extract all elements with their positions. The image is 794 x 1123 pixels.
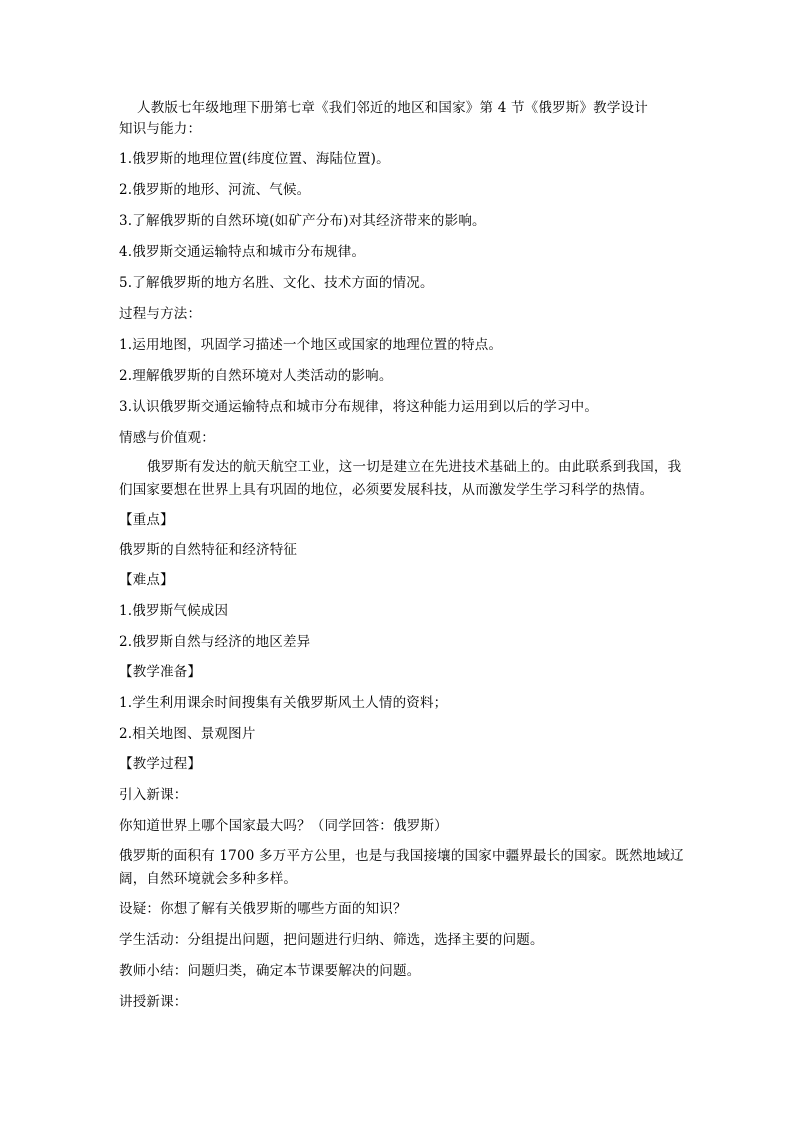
lecture-heading: 讲授新课： — [119, 994, 188, 1010]
knowledge-item-1: 1.俄罗斯的地理位置(纬度位置、海陆位置)。 — [119, 151, 390, 167]
difficulty-item-2: 2.俄罗斯自然与经济的地区差异 — [119, 634, 311, 650]
knowledge-item-3: 3.了解俄罗斯的自然环境(如矿产分布)对其经济带来的影响。 — [119, 213, 486, 229]
knowledge-item-5: 5.了解俄罗斯的地方名胜、文化、技术方面的情况。 — [119, 275, 434, 291]
values-heading: 情感与价值观： — [119, 430, 215, 446]
intro-question: 你知道世界上哪个国家最大吗？（同学回答：俄罗斯） — [119, 818, 448, 834]
teacher-summary: 教师小结：问题归类，确定本节课要解决的问题。 — [119, 963, 421, 979]
intro-heading: 引入新课： — [119, 787, 188, 803]
process2-heading: 【教学过程】 — [119, 756, 202, 772]
process-item-1: 1.运用地图，巩固学习描述一个地区或国家的地理位置的特点。 — [119, 337, 503, 353]
knowledge-item-2: 2.俄罗斯的地形、河流、气候。 — [119, 182, 311, 198]
prep-heading: 【教学准备】 — [119, 664, 202, 680]
document-title: 人教版七年级地理下册第七章《我们邻近的地区和国家》第 4 节《俄罗斯》教学设计 — [137, 100, 648, 116]
process-item-2: 2.理解俄罗斯的自然环境对人类活动的影响。 — [119, 368, 393, 384]
values-paragraph: 俄罗斯有发达的航天航空工业，这一切是建立在先进技术基础上的。由此联系到我国，我们国家要想在世界上具有巩固的地位，必须要发展科技，从而激发学生学习科学的热情。 — [119, 459, 682, 498]
student-activity: 学生活动：分组提出问题，把问题进行归纳、筛选，选择主要的问题。 — [119, 932, 544, 948]
question-set: 设疑：你想了解有关俄罗斯的哪些方面的知识？ — [119, 901, 407, 917]
prep-item-2: 2.相关地图、景观图片 — [119, 726, 256, 742]
knowledge-heading: 知识与能力： — [119, 121, 202, 137]
difficulty-item-1: 1.俄罗斯气候成因 — [119, 603, 229, 619]
process-heading: 过程与方法： — [119, 306, 202, 322]
knowledge-item-4: 4.俄罗斯交通运输特点和城市分布规律。 — [119, 244, 366, 260]
key-text: 俄罗斯的自然特征和经济特征 — [119, 542, 298, 558]
process-item-3: 3.认识俄罗斯交通运输特点和城市分布规律，将这种能力运用到以后的学习中。 — [119, 399, 599, 415]
difficulty-heading: 【难点】 — [119, 572, 174, 588]
key-heading: 【重点】 — [119, 512, 174, 528]
prep-item-1: 1.学生利用课余时间搜集有关俄罗斯风土人情的资料； — [119, 695, 448, 711]
intro-paragraph: 俄罗斯的面积有 1700 多万平方公里，也是与我国接壤的国家中疆界最长的国家。既然地域辽阔，自然环境就会多种多样。 — [119, 848, 684, 887]
